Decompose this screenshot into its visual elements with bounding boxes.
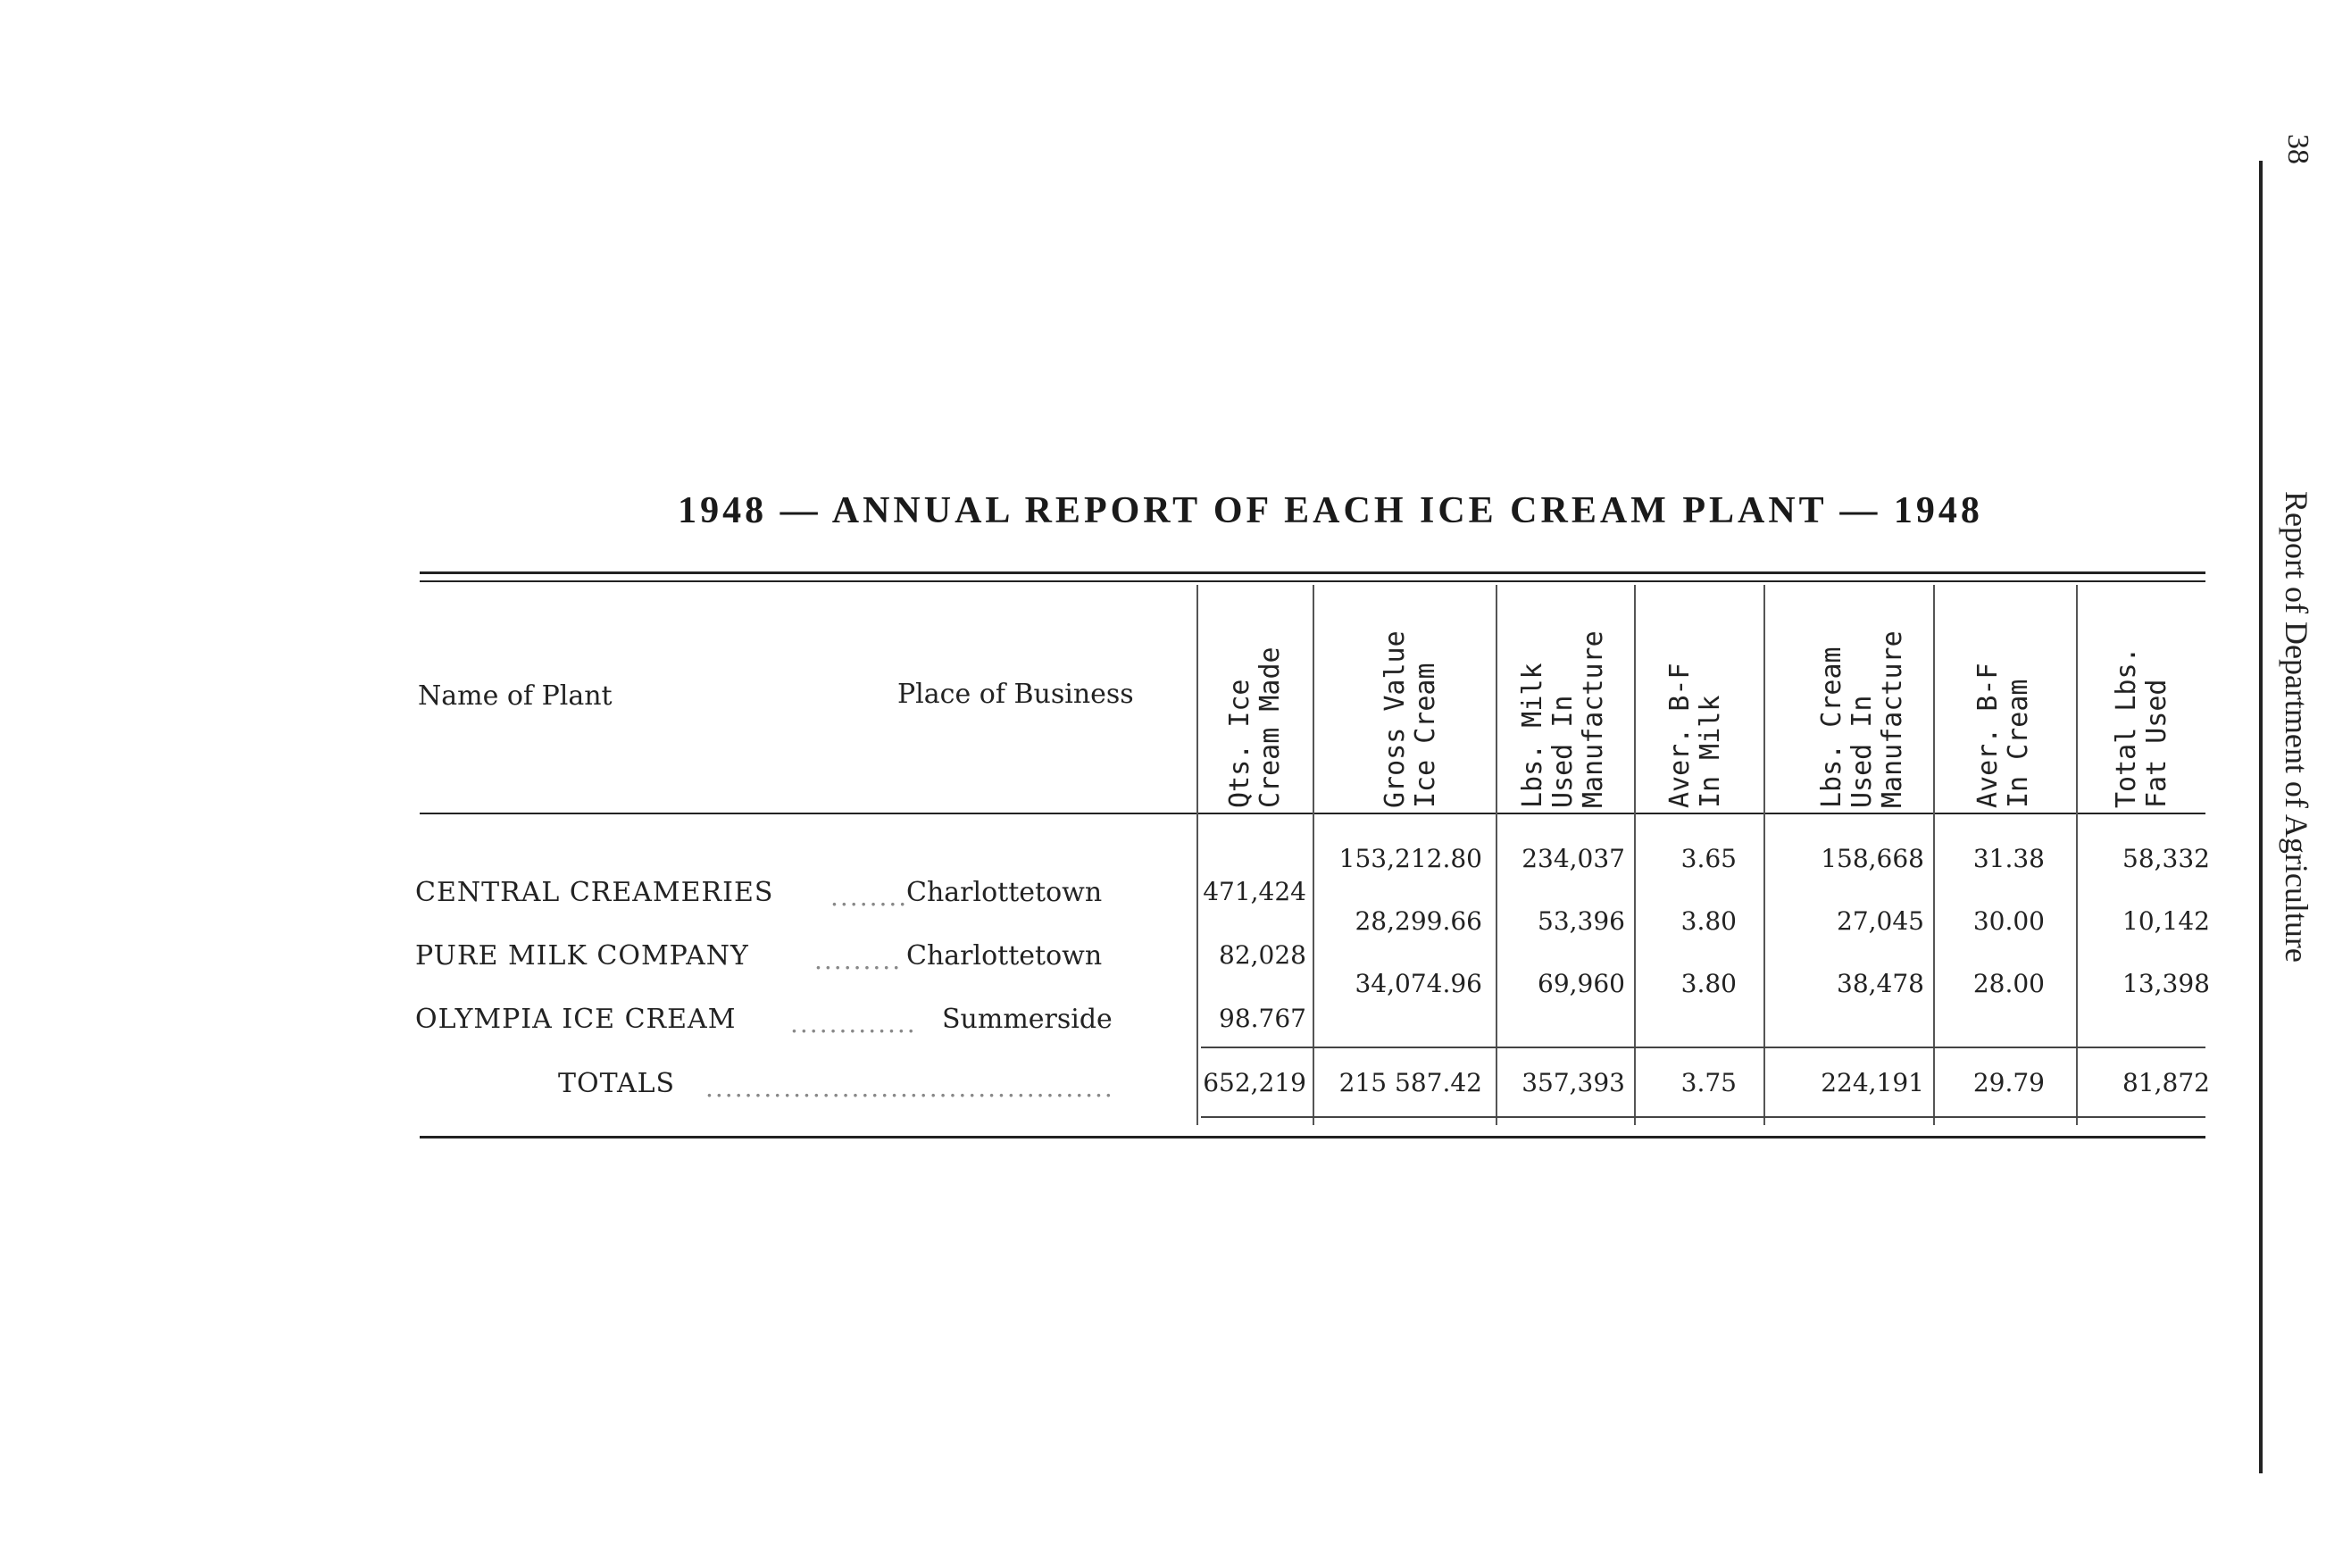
col-rule — [2076, 585, 2078, 1125]
header-bfmilk-line2: In Milk — [1695, 695, 1726, 808]
cell-bf-milk: 3.65 — [1680, 844, 1737, 873]
total-gross: 215 587.42 — [1338, 1068, 1482, 1097]
header-bf-milk — [1665, 663, 1726, 808]
running-title: Report of Department of Agriculture — [2279, 491, 2314, 963]
col-rule — [1634, 585, 1636, 1125]
header-total-fat — [2112, 646, 2172, 808]
header-name-of-plant: Name of Plant — [418, 680, 613, 712]
cell-fat: 10,142 — [2122, 906, 2210, 936]
header-bfmilk-line1: Aver. B-F — [1664, 663, 1696, 808]
row-place: Summerside — [942, 1004, 1113, 1035]
header-milk-line1: Lbs. Milk — [1517, 663, 1548, 808]
bottom-rule — [420, 1136, 2205, 1138]
header-gross-line2: Ice Cream — [1410, 663, 1441, 808]
cell-qts: 82,028 — [1219, 940, 1306, 970]
header-gross-line1: Gross Value — [1380, 630, 1411, 808]
header-milk-line2: Used In — [1547, 695, 1579, 808]
header-cream-line1: Lbs. Cream — [1816, 646, 1847, 808]
header-bf-cream — [1973, 663, 2034, 808]
header-gross-value — [1380, 630, 1441, 808]
header-qts-line1: Qts. Ice — [1224, 679, 1255, 808]
leader-dots: ......... — [814, 946, 903, 975]
row-place: Charlottetown — [906, 940, 1103, 972]
cell-milk: 69,960 — [1538, 969, 1625, 998]
leader-dots: .......................................... — [705, 1073, 1114, 1103]
header-lbs-cream — [1817, 630, 1908, 808]
margin-rule — [2259, 161, 2263, 1473]
top-rule-2 — [420, 580, 2205, 582]
cell-qts: 471,424 — [1203, 877, 1306, 906]
header-place-of-business: Place of Business — [897, 679, 1134, 710]
header-qts-line2: Cream Made — [1255, 646, 1286, 808]
cell-milk: 234,037 — [1521, 844, 1625, 873]
total-bf-cream: 29.79 — [1972, 1068, 2045, 1097]
header-cream-line3: Manufacture — [1877, 630, 1908, 808]
cell-gross: 34,074.96 — [1355, 969, 1482, 998]
cell-milk: 53,396 — [1538, 906, 1625, 936]
cell-bf-milk: 3.80 — [1680, 969, 1737, 998]
totals-bottom-rule — [1201, 1116, 2205, 1118]
cell-bf-milk: 3.80 — [1680, 906, 1737, 936]
cell-cream: 38,478 — [1837, 969, 1924, 998]
total-bf-milk: 3.75 — [1680, 1068, 1737, 1097]
header-qts-ice-cream — [1225, 646, 1286, 808]
total-qts: 652,219 — [1203, 1068, 1306, 1097]
page-number: 38 — [2281, 134, 2314, 164]
row-name: PURE MILK COMPANY — [415, 940, 749, 972]
row-place: Charlottetown — [906, 877, 1103, 908]
cell-cream: 158,668 — [1821, 844, 1924, 873]
top-rule — [420, 571, 2205, 574]
cell-fat: 58,332 — [2122, 844, 2210, 873]
header-fat-line2: Fat Used — [2141, 679, 2172, 808]
header-bfcream-line2: In Cream — [2003, 679, 2034, 808]
header-cream-line2: Used In — [1847, 695, 1878, 808]
cell-qts: 98.767 — [1219, 1004, 1306, 1033]
header-fat-line1: Total Lbs. — [2111, 646, 2142, 808]
row-name: OLYMPIA ICE CREAM — [415, 1004, 737, 1035]
cell-bf-cream: 31.38 — [1972, 844, 2045, 873]
page-title: 1948 — ANNUAL REPORT OF EACH ICE CREAM PLANT — 1948 — [678, 490, 1983, 531]
total-milk: 357,393 — [1521, 1068, 1625, 1097]
header-lbs-milk — [1518, 630, 1609, 808]
total-cream: 224,191 — [1821, 1068, 1924, 1097]
col-rule — [1763, 585, 1765, 1125]
cell-gross: 28,299.66 — [1355, 906, 1482, 936]
leader-dots: ............. — [790, 1009, 917, 1038]
cell-bf-cream: 30.00 — [1972, 906, 2045, 936]
cell-gross: 153,212.80 — [1338, 844, 1482, 873]
header-bfcream-line1: Aver. B-F — [1972, 663, 2004, 808]
header-milk-line3: Manufacture — [1578, 630, 1609, 808]
leader-dots: ........ — [830, 882, 909, 912]
total-fat: 81,872 — [2122, 1068, 2210, 1097]
cell-fat: 13,398 — [2122, 969, 2210, 998]
cell-cream: 27,045 — [1837, 906, 1924, 936]
col-rule — [1933, 585, 1935, 1125]
row-name: CENTRAL CREAMERIES — [415, 877, 774, 908]
cell-bf-cream: 28.00 — [1972, 969, 2045, 998]
col-rule — [1496, 585, 1497, 1125]
totals-top-rule — [1201, 1047, 2205, 1048]
totals-label: TOTALS — [558, 1068, 676, 1099]
col-rule — [1196, 585, 1198, 1125]
col-rule — [1313, 585, 1314, 1125]
